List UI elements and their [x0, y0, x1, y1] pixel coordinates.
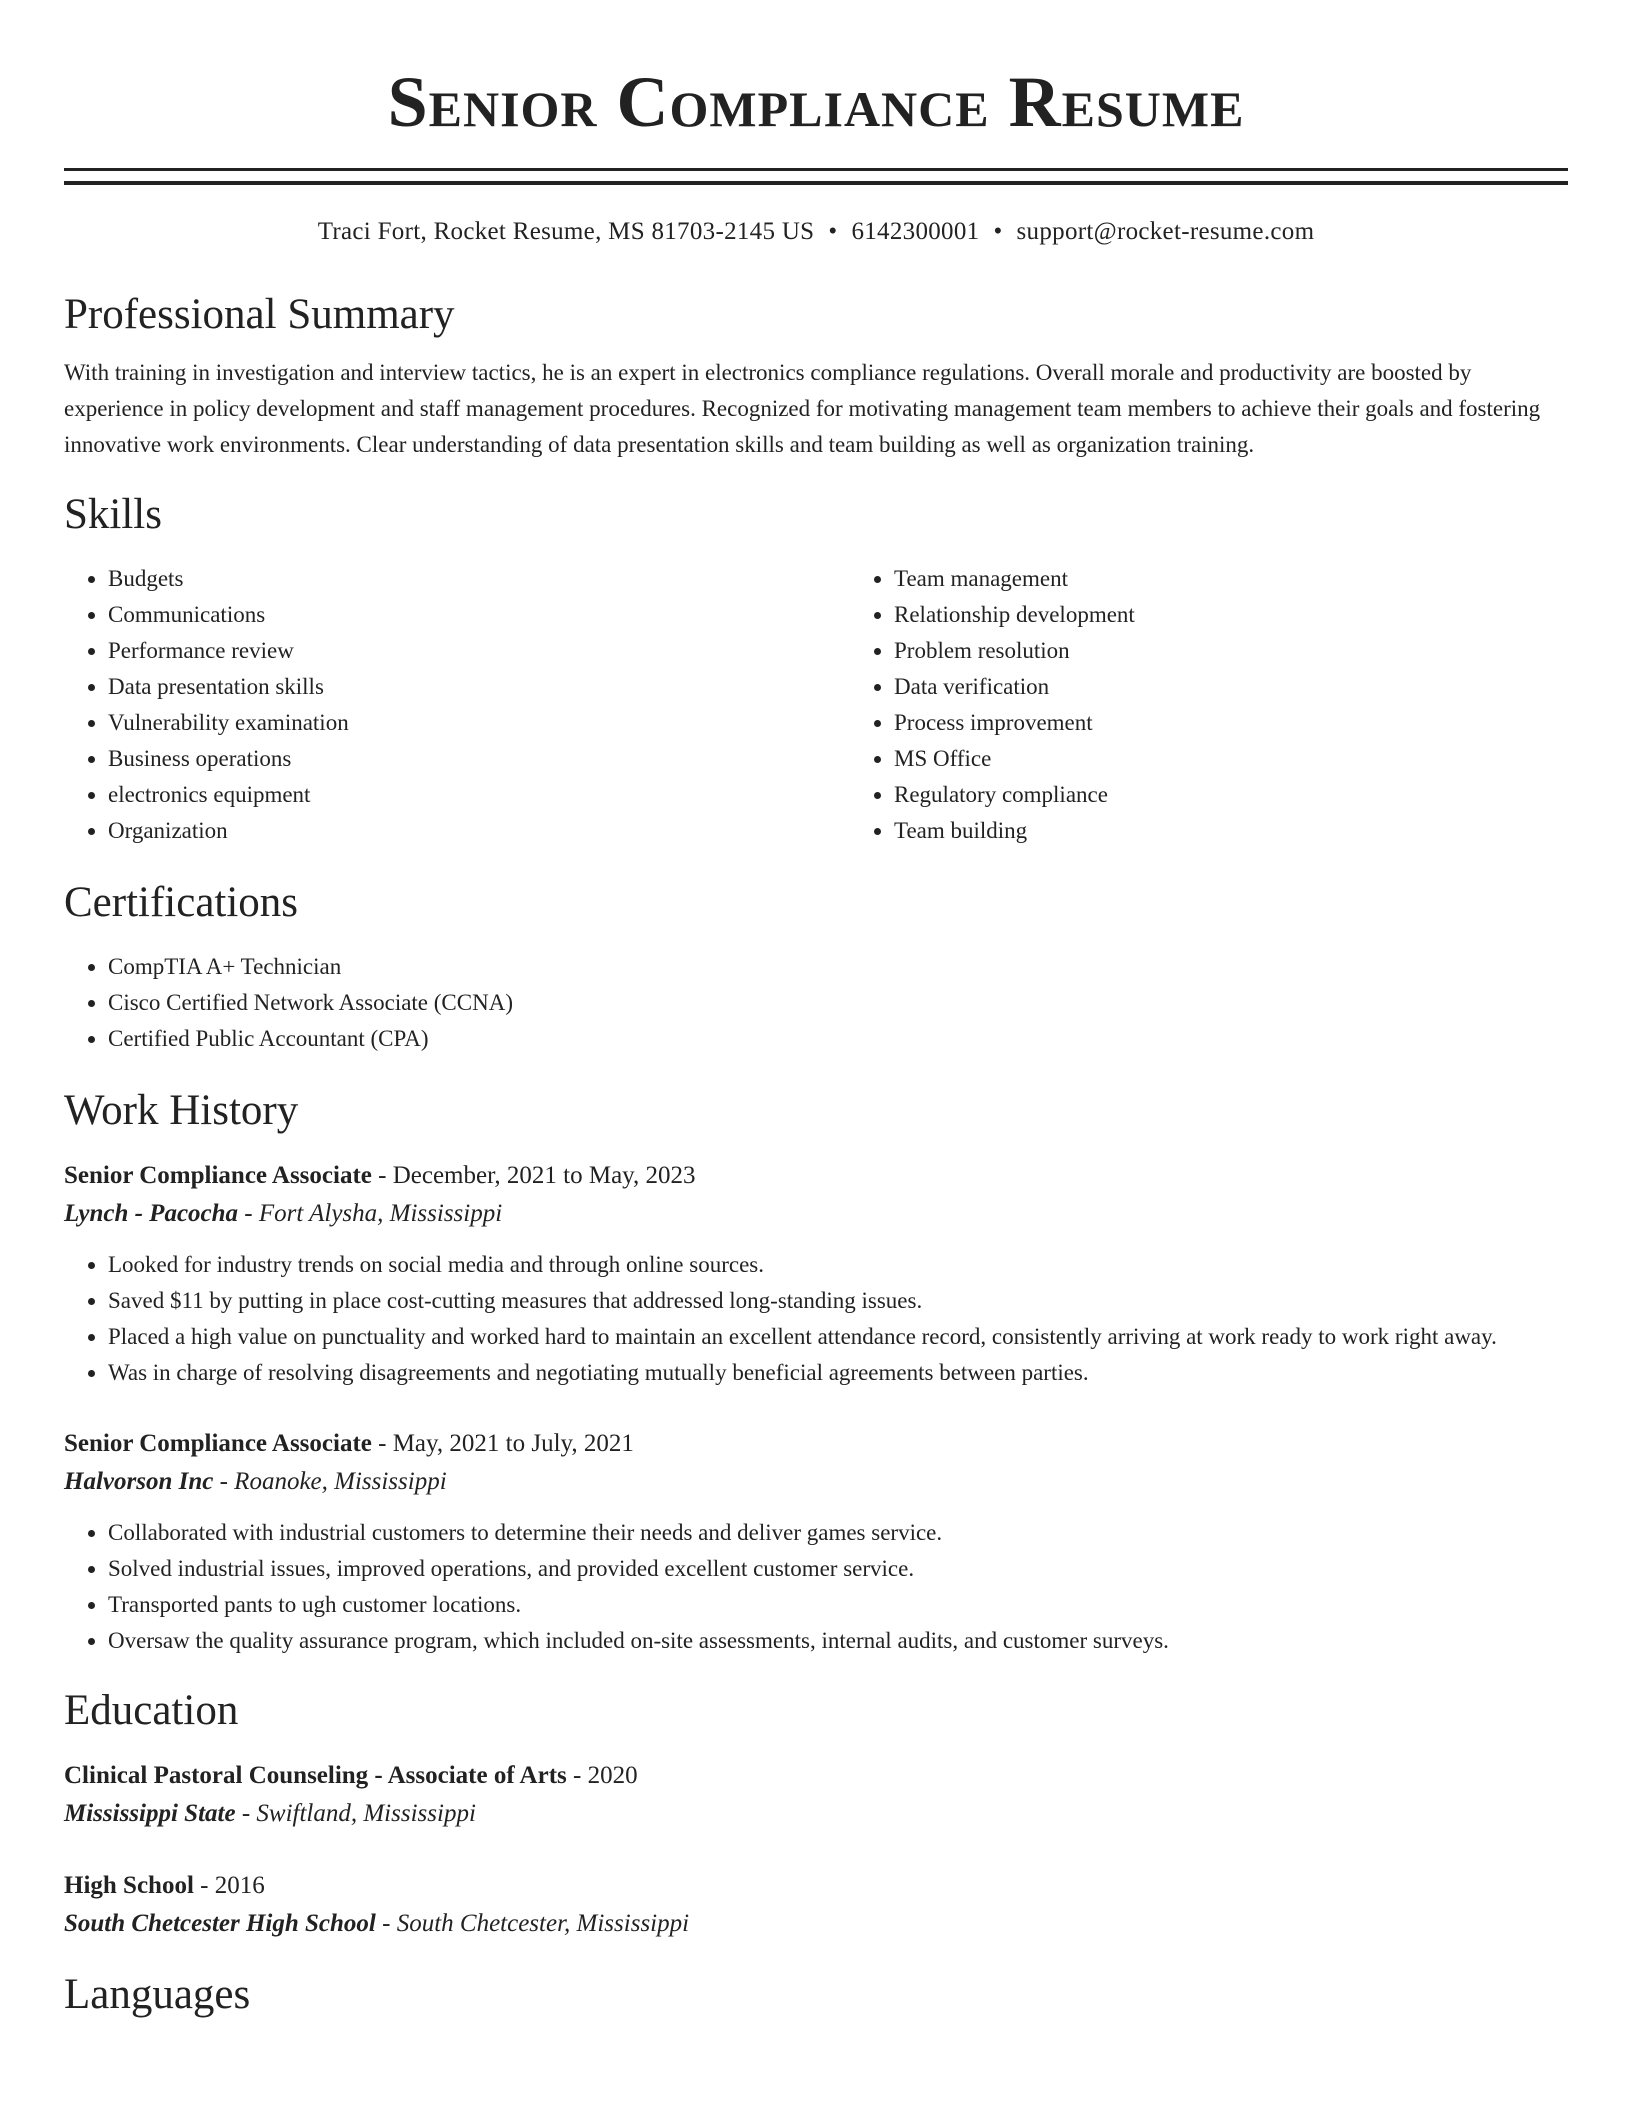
languages-section [64, 1969, 1568, 2021]
skills-list-right [850, 561, 1632, 849]
job-entry [64, 1157, 1568, 1391]
section-heading: Languages [64, 1971, 251, 2018]
section-heading: Education [64, 1687, 239, 1734]
skill-item: • Regulatory compliance [894, 777, 1632, 813]
graduation-year: - 2016 [193, 1872, 265, 1899]
contact-phone: 6142300001 [851, 218, 980, 245]
skill-item: • Relationship development [894, 597, 1632, 633]
job-bullet: • Collaborated with industrial customers to determine their needs and deliver games service. [108, 1515, 1568, 1551]
job-bullet: • Placed a high value on punctuality and worked hard to maintain an excellent attendance record, consistently arriving at work ready to work right away. [108, 1319, 1568, 1355]
job-bullets [64, 1515, 1568, 1659]
job-title: Senior Compliance Associate [64, 1430, 372, 1457]
skills-list-left [64, 561, 850, 849]
title-divider [64, 168, 1568, 185]
skill-item: • Budgets [108, 561, 850, 597]
resume-title: Senior Compliance Resume [387, 62, 1245, 142]
school-line [64, 1905, 1568, 1943]
job-title: Senior Compliance Associate [64, 1162, 372, 1189]
education-entry [64, 1867, 1568, 1943]
company-location: - Roanoke, Mississippi [213, 1468, 447, 1495]
skills-section [64, 489, 1568, 849]
certification-item: • CompTIA A+ Technician [108, 949, 1568, 985]
summary-text: With training in investigation and interview tactics, he is an expert in electronics compliance regulations. Overall morale and productivity are boosted by experience in policy development and staff management procedures. Recognized for motivating management team members to achieve their goals and fostering innovative work environments. Clear understanding of data presentation skills and team building as well as organization training. [64, 360, 1541, 457]
company-location: - Fort Alysha, Mississippi [238, 1200, 503, 1227]
skill-item: • Process improvement [894, 705, 1632, 741]
skill-item: • Organization [108, 813, 850, 849]
contact-email: support@rocket-resume.com [1016, 218, 1315, 245]
school-location: - South Chetcester, Mississippi [375, 1910, 690, 1937]
job-bullet: • Was in charge of resolving disagreements and negotiating mutually beneficial agreements between parties. [108, 1355, 1568, 1391]
job-dates: - May, 2021 to July, 2021 [371, 1430, 634, 1457]
section-heading: Skills [64, 491, 162, 538]
education-entry [64, 1757, 1568, 1833]
school-name: Mississippi State [64, 1800, 236, 1827]
contact-separator: • [993, 218, 1003, 245]
job-bullet: • Solved industrial issues, improved operations, and provided excellent customer service. [108, 1551, 1568, 1587]
contact-line [64, 215, 1568, 249]
contact-separator: • [828, 218, 838, 245]
section-heading: Professional Summary [64, 291, 455, 338]
certification-item: • Cisco Certified Network Associate (CCNA) [108, 985, 1568, 1021]
section-heading: Certifications [64, 879, 299, 926]
certifications-section [64, 877, 1568, 1057]
job-bullets [64, 1247, 1568, 1391]
skill-item: • electronics equipment [108, 777, 850, 813]
school-line [64, 1795, 1568, 1833]
school-name: South Chetcester High School [64, 1910, 376, 1937]
skill-item: • Data presentation skills [108, 669, 850, 705]
skill-item: • Communications [108, 597, 850, 633]
company-name: Lynch - Pacocha [64, 1200, 239, 1227]
certification-item: • Certified Public Accountant (CPA) [108, 1021, 1568, 1057]
skill-item: • MS Office [894, 741, 1632, 777]
job-dates: - December, 2021 to May, 2023 [371, 1162, 696, 1189]
skill-item: • Business operations [108, 741, 850, 777]
education-section [64, 1685, 1568, 1943]
job-bullet: • Looked for industry trends on social media and through online sources. [108, 1247, 1568, 1283]
work-history-section [64, 1085, 1568, 1659]
certifications-list [64, 949, 1568, 1057]
job-title-line [64, 1425, 1568, 1463]
company-line [64, 1463, 1568, 1501]
professional-summary-section [64, 289, 1568, 463]
degree-name: High School [64, 1872, 194, 1899]
graduation-year: - 2020 [566, 1762, 638, 1789]
skill-item: • Vulnerability examination [108, 705, 850, 741]
school-location: - Swiftland, Mississippi [235, 1800, 476, 1827]
resume-page [64, 0, 1568, 2021]
degree-name: Clinical Pastoral Counseling - Associate of Arts [64, 1762, 567, 1789]
degree-line [64, 1757, 1568, 1795]
company-line [64, 1195, 1568, 1233]
section-heading: Work History [64, 1087, 299, 1134]
job-title-line [64, 1157, 1568, 1195]
skill-item: • Data verification [894, 669, 1632, 705]
job-bullet: • Oversaw the quality assurance program, which included on-site assessments, internal audits, and customer surveys. [108, 1623, 1568, 1659]
job-bullet: • Saved $11 by putting in place cost-cutting measures that addressed long-standing issues. [108, 1283, 1568, 1319]
skills-columns [64, 561, 1568, 849]
skill-item: • Performance review [108, 633, 850, 669]
skill-item: • Problem resolution [894, 633, 1632, 669]
skill-item: • Team management [894, 561, 1632, 597]
skill-item: • Team building [894, 813, 1632, 849]
degree-line [64, 1867, 1568, 1905]
job-entry [64, 1425, 1568, 1659]
contact-address: Traci Fort, Rocket Resume, MS 81703-2145 US [317, 218, 815, 245]
company-name: Halvorson Inc [64, 1468, 214, 1495]
job-bullet: • Transported pants to ugh customer locations. [108, 1587, 1568, 1623]
